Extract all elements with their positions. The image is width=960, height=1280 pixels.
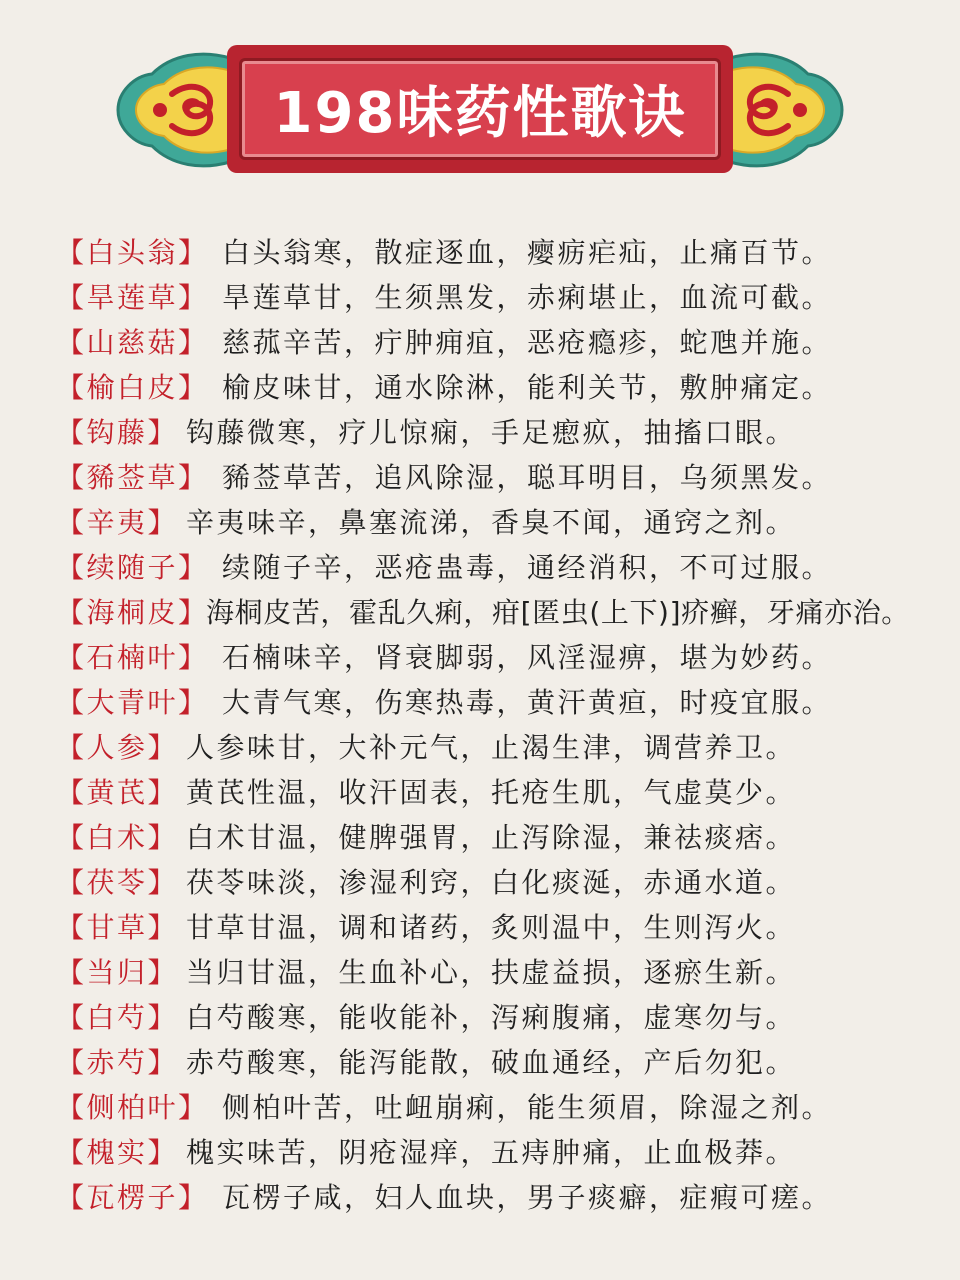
- herb-name: 【山慈菇】: [56, 325, 209, 359]
- verse-list: [56, 228, 960, 1218]
- list-item: [56, 543, 960, 588]
- herb-name: 【当归】: [56, 955, 179, 989]
- list-item: [56, 993, 960, 1038]
- herb-verse: 白术甘温，健脾强胃，止泻除湿，兼祛痰痞。: [186, 820, 797, 854]
- herb-verse: 茯苓味淡，渗湿利窍，白化痰涎，赤通水道。: [186, 865, 797, 899]
- herb-name: 【大青叶】: [56, 685, 209, 719]
- herb-name: 【白术】: [56, 820, 179, 854]
- title-banner: [112, 40, 848, 180]
- herb-verse: 当归甘温，生血补心，扶虚益损，逐瘀生新。: [186, 955, 797, 989]
- list-item: [56, 1038, 960, 1083]
- herb-verse: 钩藤微寒，疗儿惊痫，手足瘛疭，抽搐口眼。: [186, 415, 797, 449]
- list-item: [56, 318, 960, 363]
- list-item: [56, 273, 960, 318]
- herb-verse: 辛夷味辛，鼻塞流涕，香臭不闻，通窍之剂。: [186, 505, 797, 539]
- herb-verse: 慈菰辛苦，疔肿痈疽，恶疮瘾疹，蛇虺并施。: [222, 325, 833, 359]
- herb-verse: 白芍酸寒，能收能补，泻痢腹痛，虚寒勿与。: [186, 1000, 797, 1034]
- herb-verse: 人参味甘，大补元气，止渴生津，调营养卫。: [186, 730, 797, 764]
- herb-name: 【辛夷】: [56, 505, 179, 539]
- list-item: [56, 1128, 960, 1173]
- herb-name: 【黄芪】: [56, 775, 179, 809]
- list-item: [56, 633, 960, 678]
- herb-name: 【钩藤】: [56, 415, 179, 449]
- list-item: [56, 948, 960, 993]
- herb-name: 【豨莶草】: [56, 460, 209, 494]
- herb-verse: 赤芍酸寒，能泻能散，破血通经，产后勿犯。: [186, 1045, 797, 1079]
- list-item: [56, 1173, 960, 1218]
- list-item: [56, 453, 960, 498]
- list-item: [56, 723, 960, 768]
- list-item: [56, 588, 960, 633]
- herb-verse: 瓦楞子咸，妇人血块，男子痰癖，症瘕可瘥。: [222, 1180, 833, 1214]
- herb-verse: 旱莲草甘，生须黑发，赤痢堪止，血流可截。: [222, 280, 833, 314]
- list-item: [56, 813, 960, 858]
- list-item: [56, 768, 960, 813]
- list-item: [56, 498, 960, 543]
- herb-verse: 甘草甘温，调和诸药，炙则温中，生则泻火。: [186, 910, 797, 944]
- list-item: [56, 228, 960, 273]
- herb-verse: 白头翁寒，散症逐血，瘿疬疟疝，止痛百节。: [222, 235, 833, 269]
- herb-verse: 槐实味苦，阴疮湿痒，五痔肿痛，止血极莽。: [186, 1135, 797, 1169]
- list-item: [56, 1083, 960, 1128]
- herb-name: 【海桐皮】: [56, 595, 209, 629]
- herb-verse: 豨莶草苦，追风除湿，聪耳明目，乌须黑发。: [222, 460, 833, 494]
- herb-name: 【白头翁】: [56, 235, 209, 269]
- herb-name: 【茯苓】: [56, 865, 179, 899]
- herb-verse: 侧柏叶苦，吐衄崩痢，能生须眉，除湿之剂。: [222, 1090, 833, 1124]
- herb-name: 【甘草】: [56, 910, 179, 944]
- list-item: [56, 678, 960, 723]
- herb-verse: 黄芪性温，收汗固表，托疮生肌，气虚莫少。: [186, 775, 797, 809]
- herb-name: 【石楠叶】: [56, 640, 209, 674]
- herb-name: 【槐实】: [56, 1135, 179, 1169]
- herb-verse: 海桐皮苦，霍乱久痢，疳[匿虫(上下)]疥癣，牙痛亦治。: [206, 595, 910, 629]
- page-title: 198味药性歌诀: [273, 81, 687, 146]
- herb-name: 【白芍】: [56, 1000, 179, 1034]
- herb-verse: 榆皮味甘，通水除淋，能利关节，敷肿痛定。: [222, 370, 833, 404]
- herb-verse: 续随子辛，恶疮蛊毒，通经消积，不可过服。: [222, 550, 833, 584]
- herb-name: 【赤芍】: [56, 1045, 179, 1079]
- title-plate: [227, 45, 733, 173]
- herb-name: 【侧柏叶】: [56, 1090, 209, 1124]
- list-item: [56, 858, 960, 903]
- list-item: [56, 903, 960, 948]
- list-item: [56, 408, 960, 453]
- herb-verse: 大青气寒，伤寒热毒，黄汗黄疸，时疫宜服。: [222, 685, 833, 719]
- list-item: [56, 363, 960, 408]
- title-frame: [239, 58, 721, 160]
- herb-name: 【续随子】: [56, 550, 209, 584]
- herb-name: 【人参】: [56, 730, 179, 764]
- herb-verse: 石楠味辛，肾衰脚弱，风淫湿痹，堪为妙药。: [222, 640, 833, 674]
- herb-name: 【旱莲草】: [56, 280, 209, 314]
- herb-name: 【榆白皮】: [56, 370, 209, 404]
- herb-name: 【瓦楞子】: [56, 1180, 209, 1214]
